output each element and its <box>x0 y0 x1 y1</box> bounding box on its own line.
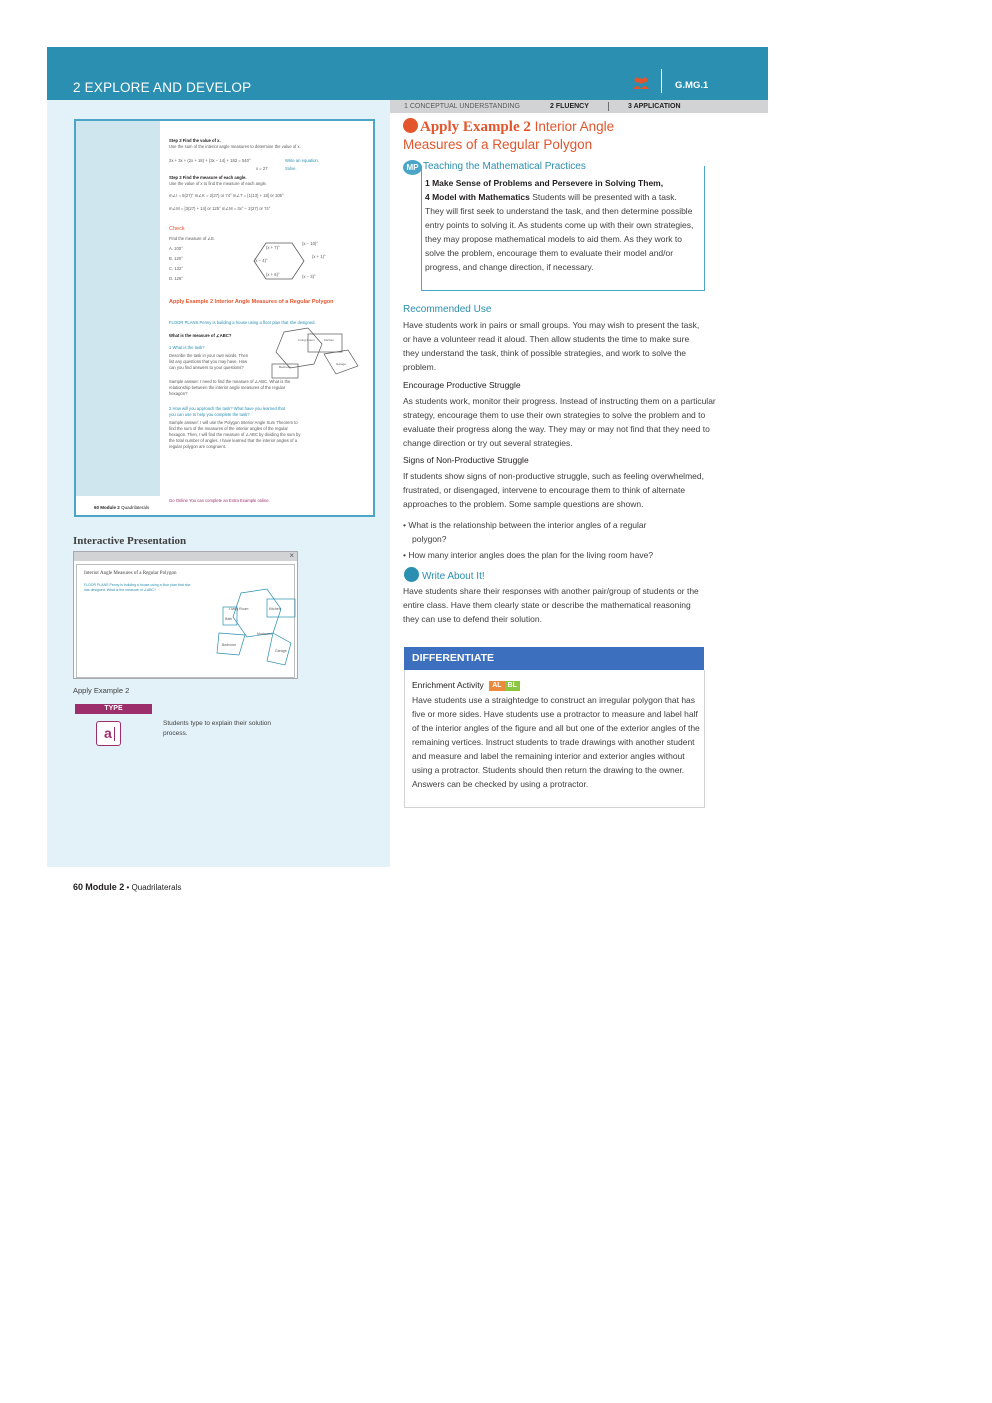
example-title-2: Measures of a Regular Polygon <box>403 136 593 152</box>
thumb-hex-label-2: (x − 10)° <box>302 241 318 246</box>
thumb-example-title: Apply Example 2 Interior Angle Measures of a Regular Polygon <box>169 299 334 305</box>
thumb-choice-b: B. 120° <box>169 256 183 261</box>
interactive-presentation-window[interactable] <box>73 551 298 679</box>
question-bullet-1b: polygon? <box>412 534 447 544</box>
enrichment-title: Enrichment Activity <box>412 680 484 690</box>
level-2: 2 FLUENCY <box>550 103 589 110</box>
thumb-q1-ans3: hexagon? <box>169 391 188 396</box>
productive-struggle-text: As students work, monitor their progress. Instead of instructing them on a particular strategy, encourage them to use their own strategies to solve the problem and to evaluate their progress along the way. They may or may not find that they need to change direction or try out several strategies. <box>403 396 716 448</box>
thumb-step4-title: Step 3 Find the measure of each angle. <box>169 175 247 180</box>
enrichment-heading <box>412 680 520 691</box>
thumb-q2-ans2: find the sum of the measures of the interior angles of the regular <box>169 426 288 431</box>
thumb-room-kitchen: Kitchen <box>324 338 335 342</box>
thumb-q1-text3: can you find answers to your questions? <box>169 365 244 370</box>
thumb-q1-text2: list any questions that you may have. How <box>169 359 248 364</box>
slide-room-bath: Bath <box>225 617 233 621</box>
question-bullet-1a: • What is the relationship between the interior angles of a regular <box>403 520 647 530</box>
thumb-hex-label-1: (x + 7)° <box>266 245 280 250</box>
thumb-foot-module: Module 2 <box>100 505 120 510</box>
slide-room-mudroom: Mudroom <box>257 632 272 636</box>
level-bar <box>390 100 768 113</box>
slide-title: Interior Angle Measures of a Regular Polygon <box>84 571 177 576</box>
non-productive-text: If students show signs of non-productive struggle, such as feeling overwhelmed, frustrated, or disengaged, intervene to encourage them to think of alternate approaches to the problem. Some sample questions are shown. <box>403 471 704 509</box>
thumb-step3-text: Use the sum of the interior angle measures to determine the value of x. <box>169 144 301 149</box>
thumb-choice-c: C. 132° <box>169 266 184 271</box>
cursor-bar <box>114 727 115 741</box>
example-heading <box>403 118 703 154</box>
thumb-room-living: Living Room <box>298 338 315 342</box>
standard-code: G.MG.1 <box>675 80 709 91</box>
thumb-eq1-note: Write an equation. <box>285 158 319 163</box>
thumb-q2-ans1: Sample answer: I will use the Polygon Interior Angle Sum Theorem to <box>169 420 298 425</box>
thumb-hex-label-3: (x + 1)° <box>312 254 326 259</box>
student-page-thumbnail[interactable] <box>74 119 375 517</box>
math-practices-title: Teaching the Mathematical Practices <box>423 161 586 172</box>
slide-room-bedroom: Bedroom <box>222 643 237 647</box>
thumb-q1-ans2: relationship between the interior angle measures of the regular <box>169 385 286 390</box>
example-label: Apply Example 2 <box>420 119 531 135</box>
thumb-step3-title: Step 3 Find the value of x. <box>169 138 221 143</box>
section-title: 2 EXPLORE AND DEVELOP <box>73 80 252 95</box>
thumb-q2-ans4: the total number of angles. I have learned that the interior angles of a <box>169 438 298 443</box>
close-icon[interactable]: × <box>289 551 294 560</box>
level-separator <box>608 102 609 111</box>
slide-floor-plan-diagram <box>205 581 297 677</box>
thumb-choice-d: D. 126° <box>169 276 184 281</box>
footer-module: Module 2 <box>85 882 125 892</box>
section-header <box>47 47 768 100</box>
non-productive-heading: Signs of Non-Productive Struggle <box>403 455 529 465</box>
differentiate-header: DIFFERENTIATE <box>404 647 704 670</box>
write-about-it-text: Have students share their responses with another pair/group of students or the entire class. Have them clearly state or describe the mathematical reasoning they can use to defend their solution. <box>403 586 699 624</box>
type-description: Students type to explain their solution process. <box>163 720 272 737</box>
write-about-it-label: Write About It! <box>422 571 485 582</box>
page-footer: 60 Module 2 • Quadrilaterals <box>73 882 182 892</box>
thumb-floor-question: What is the measure of ∠ABC? <box>169 333 232 338</box>
thumb-q1: 1 What is the task? <box>169 345 205 350</box>
thumb-angles2: m∠M = [3(27) + 14] or 125° m∠M = 3x° − 2(27) or 74° <box>169 206 271 211</box>
mp-practice-1: 1 Make Sense of Problems and Persevere in Solving Them, <box>425 178 664 188</box>
thumb-hex-label-4: (x − 4)° <box>254 258 268 263</box>
footer-topic: Quadrilaterals <box>131 883 182 892</box>
write-about-it-heading <box>404 567 485 582</box>
thumb-room-bedroom: Bedroom <box>279 365 292 369</box>
recommended-use-text: Have students work in pairs or small groups. You may wish to present the task, or have a volunteer read it aloud. Then allow students the time to make sure they understand the task, think of possible strategies, and work to solve the problem. <box>403 320 700 372</box>
enrichment-text: Have students use a straightedge to construct an irregular polygon that has five or more sides. Have students use a protractor to measure and label half of the interior angles of the figure and all but one of the exterior angles of the remaining vertices. Instruct students to trade drawings with another student and measure and label the remaining interior and exterior angles without using a protractor. Students should then return the drawing to the owner. Answers can be checked by using a protractor. <box>412 695 700 789</box>
type-icon[interactable] <box>96 721 121 746</box>
level-1: 1 CONCEPTUAL UNDERSTANDING <box>404 103 520 110</box>
mp-badge-icon: MP <box>403 160 422 175</box>
level-3: 3 APPLICATION <box>628 103 681 110</box>
slide-room-kitchen: Kitchen <box>269 607 281 611</box>
math-practices-text <box>425 176 695 274</box>
thumb-hex-label-6: (x − 3)° <box>302 274 316 279</box>
slide-room-living: Living Room <box>229 607 249 611</box>
slide-text-2: has designed. What is the measure of ∠ABC? <box>84 588 157 592</box>
thumb-q1-text1: Describe the task in your own words. Then <box>169 353 249 358</box>
type-label: TYPE <box>75 704 152 714</box>
thumb-check-label: Check <box>169 226 185 232</box>
mp-practice-4: 4 Model with Mathematics <box>425 192 530 202</box>
pencil-icon <box>404 567 419 582</box>
thumb-q2-line2: you can use to help you complete the task? <box>169 412 250 417</box>
thumb-step4-text: Use the value of x to find the measure of each angle. <box>169 181 268 186</box>
recommended-use-heading: Recommended Use <box>403 304 492 315</box>
productive-struggle-heading: Encourage Productive Struggle <box>403 380 521 390</box>
thumb-hex-label-5: (x + 6)° <box>266 272 280 277</box>
thumb-check-question: Find the measure of ∠E. <box>169 236 216 241</box>
thumb-room-garage: Garage <box>336 362 347 366</box>
thumb-floor-plan-diagram <box>264 324 364 380</box>
window-titlebar <box>74 552 297 561</box>
page-number: 60 <box>73 882 84 892</box>
text-a-glyph: a <box>104 725 112 741</box>
slide-preview[interactable] <box>76 564 295 678</box>
interactive-caption: Apply Example 2 <box>73 686 130 695</box>
header-divider <box>661 69 662 93</box>
globe-icon <box>403 118 418 133</box>
thumb-go-online: Go Online You can complete an Extra Example online. <box>169 498 270 503</box>
thumb-foot-page: 60 <box>94 505 100 510</box>
thumb-eq1: 2x + 3x + (2x + 18) + (3x − 14) + 182 = 540° <box>169 158 251 163</box>
thumb-q2-ans3: hexagon. Then, I will find the measure of ∠ABC by dividing the sum by <box>169 432 301 437</box>
thumb-choice-a: A. 100° <box>169 246 183 251</box>
mp-description: Students will be presented with a task. They will first seek to understand the task, and then determine possible entry points to solving it. As students come up with their own strategies, they may propose mathematical models to aid them. As they work to solve the problem, encourage them to evaluate their model and/or progress, and change direction, if necessary. <box>425 192 694 272</box>
question-bullet-2: • How many interior angles does the plan for the living room have? <box>403 550 654 560</box>
thumb-eq2-note: Solve. <box>285 166 297 171</box>
tag-bl: BL <box>505 681 520 691</box>
thumb-q2-line1: 2 How will you approach the task? What have you learned that <box>169 406 285 411</box>
thumb-angles1: m∠I = 5(27)° m∠K = 2(27) or 74° m∠T = [1(13) + 18] or 105° <box>169 193 284 198</box>
example-title-1: Interior Angle <box>530 119 615 134</box>
thumb-floor-plans: FLOOR PLANS Penny is building a house using a floor plan that she designed. <box>169 320 316 325</box>
tag-al: AL <box>489 681 504 691</box>
thumb-q1-ans1: Sample answer: I need to find the measure of ∠ABC. What is the <box>169 379 291 384</box>
thumbnail-sidebar <box>76 121 160 496</box>
thumb-footer <box>94 505 149 510</box>
thumb-q2-ans5: regular polygon are congruent. <box>169 444 227 449</box>
group-icon <box>632 76 650 90</box>
interactive-presentation-title: Interactive Presentation <box>73 535 187 547</box>
slide-room-garage: Garage <box>275 649 287 653</box>
slide-text-1: FLOOR PLANS Penny is building a house using a floor plan that she <box>84 583 191 587</box>
thumb-foot-topic: Quadrilaterals <box>121 505 150 510</box>
thumb-eq2: x = 27 <box>256 166 268 171</box>
